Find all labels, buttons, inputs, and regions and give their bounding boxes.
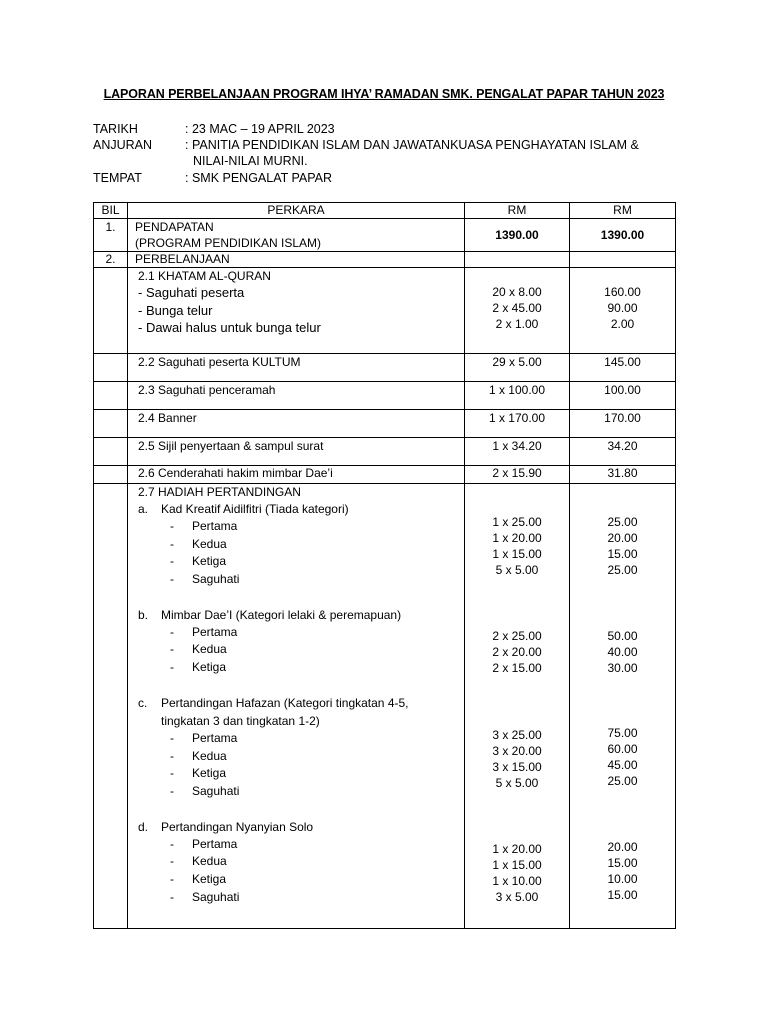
perkara-cell: 2.3 Saguhati penceramah [128, 382, 465, 410]
hadiah-cell [128, 484, 465, 929]
total-value: 2.00 [610, 317, 635, 331]
table-header-row [94, 203, 676, 219]
total-value: 75.00 [607, 726, 638, 740]
list-item: - Ketiga [170, 766, 227, 781]
calc-value: 1 x 20.00 [492, 842, 542, 856]
total-value: 15.00 [607, 888, 638, 902]
calc-value: 3 x 15.00 [492, 760, 542, 774]
total-value: 15.00 [607, 856, 638, 870]
list-item: - Saguhati [170, 572, 240, 587]
calc-value: 2 x 1.00 [495, 317, 539, 331]
calc-value: 2 x 20.00 [492, 645, 542, 659]
section-letter: c. [138, 695, 148, 710]
bil-cell: 2. [94, 252, 128, 268]
list-item: - Ketiga [170, 871, 227, 886]
total-value: 30.00 [607, 661, 638, 675]
header-perkara: PERKARA [128, 203, 465, 219]
calc-cell: 2 x 15.90 [465, 466, 570, 484]
calc-value: 1 x 15.00 [492, 858, 542, 872]
report-title: LAPORAN PERBELANJAAN PROGRAM IHYA’ RAMADAN SMK. PENGALAT PAPAR TAHUN 2023 [103, 87, 665, 101]
total-value: 25.00 [607, 515, 638, 529]
tempat-label: TEMPAT [93, 171, 142, 185]
hadiah-heading: 2.7 HADIAH PERTANDINGAN [138, 485, 301, 499]
hadiah-calc-cell [465, 484, 570, 929]
calc-value: 3 x 5.00 [495, 890, 539, 904]
total-value: 20.00 [607, 531, 638, 545]
calc-value: 1 x 25.00 [492, 515, 542, 529]
section-d-title [138, 818, 464, 836]
total-value: 160.00 [604, 285, 641, 299]
khatam-total-cell [570, 268, 676, 354]
calc-value: 20 x 8.00 [492, 285, 542, 299]
expense-row-kultum [94, 354, 676, 382]
section-c-title [138, 694, 464, 712]
tarikh-label: TARIKH [93, 122, 138, 136]
anjuran-value-line1: : PANITIA PENDIDIKAN ISLAM DAN JAWATANKUASA PENGHAYATAN ISLAM & [185, 138, 639, 152]
total-value: 40.00 [607, 645, 638, 659]
list-item: - Kedua [170, 642, 227, 657]
calc-value: 5 x 5.00 [495, 776, 539, 790]
calc-value: 1 x 20.00 [492, 531, 542, 545]
section-letter: d. [138, 819, 149, 834]
perkara-cell: PERBELANJAAN [128, 252, 465, 268]
header-bil: BIL [94, 203, 128, 219]
total-cell: 31.80 [570, 466, 676, 484]
khatam-cell [128, 268, 465, 354]
list-item: - Kedua [170, 748, 227, 763]
calc-value: 3 x 25.00 [492, 728, 542, 742]
list-item: - Pertama [170, 730, 238, 745]
list-item: - Pertama [170, 624, 238, 639]
calc-cell: 1 x 100.00 [465, 382, 570, 410]
perkara-cell: 2.4 Banner [128, 410, 465, 438]
khatam-item: - Saguhati peserta [138, 285, 245, 300]
expense-row-banner [94, 410, 676, 438]
hadiah-row [94, 484, 676, 929]
tempat-value: : SMK PENGALAT PAPAR [185, 171, 333, 185]
list-item: - Ketiga [170, 660, 227, 675]
section-letter: a. [138, 502, 149, 516]
total-cell: 34.20 [570, 438, 676, 466]
list-item: - Kedua [170, 854, 227, 869]
list-item: - Ketiga [170, 554, 227, 569]
section-title: Mimbar Dae’I (Kategori lelaki & peremapuan) [161, 607, 402, 622]
calc-value: 1 x 15.00 [492, 547, 542, 561]
total-value: 25.00 [607, 563, 638, 577]
header-rm-2: RM [570, 203, 676, 219]
khatam-calc-cell [465, 268, 570, 354]
rm-total-cell: 1390.00 [570, 219, 676, 252]
khatam-heading: 2.1 KHATAM AL-QURAN [138, 269, 271, 283]
khatam-row [94, 268, 676, 354]
anjuran-label: ANJURAN [93, 138, 153, 152]
perbelanjaan-row [94, 252, 676, 268]
tarikh-value: : 23 MAC – 19 APRIL 2023 [185, 122, 335, 136]
expense-row-penceramah [94, 382, 676, 410]
calc-value: 3 x 20.00 [492, 744, 542, 758]
total-cell: 145.00 [570, 354, 676, 382]
anjuran-value-line2: NILAI-NILAI MURNI. [193, 154, 308, 168]
total-value: 10.00 [607, 872, 638, 886]
calc-value: 5 x 5.00 [495, 563, 539, 577]
section-title: Kad Kreatif Aidilfitri (Tiada kategori) [161, 502, 349, 516]
hadiah-total-cell [570, 484, 676, 929]
total-value: 90.00 [607, 301, 638, 315]
list-item: - Saguhati [170, 783, 240, 798]
pendapatan-line2: (PROGRAM PENDIDIKAN ISLAM) [135, 236, 322, 250]
khatam-item: - Dawai halus untuk bunga telur [138, 320, 321, 335]
expense-row-sijil [94, 438, 676, 466]
total-cell: 170.00 [570, 410, 676, 438]
calc-value: 1 x 10.00 [492, 874, 542, 888]
calc-cell: 1 x 34.20 [465, 438, 570, 466]
khatam-item: - Bunga telur [138, 302, 213, 318]
bil-cell: 1. [94, 219, 128, 252]
list-item: - Pertama [170, 519, 238, 533]
calc-value: 2 x 25.00 [492, 629, 542, 643]
section-c-title-cont: tingkatan 3 dan tingkatan 1-2) [161, 713, 320, 728]
total-value: 20.00 [607, 840, 638, 854]
expense-row-cenderahati [94, 466, 676, 484]
perkara-cell: 2.6 Cenderahati hakim mimbar Dae’i [128, 466, 465, 484]
expense-table [93, 202, 676, 929]
section-b-title [138, 606, 464, 624]
total-cell: 100.00 [570, 382, 676, 410]
list-item: - Pertama [170, 836, 238, 851]
total-value: 60.00 [607, 742, 638, 756]
calc-cell: 1 x 170.00 [465, 410, 570, 438]
total-value: 45.00 [607, 758, 638, 772]
section-a-title [138, 500, 464, 518]
list-item: - Saguhati [170, 889, 240, 904]
section-letter: b. [138, 607, 149, 622]
calc-value: 2 x 15.00 [492, 661, 542, 675]
section-title: Pertandingan Hafazan (Kategori tingkatan 4-5, [161, 695, 409, 710]
perkara-cell: 2.5 Sijil penyertaan & sampul surat [128, 438, 465, 466]
total-value: 50.00 [607, 629, 638, 643]
perkara-cell [128, 219, 465, 252]
section-title: Pertandingan Nyanyian Solo [161, 819, 314, 834]
pendapatan-line1: PENDAPATAN [135, 220, 214, 234]
pendapatan-row [94, 219, 676, 252]
header-rm-1: RM [465, 203, 570, 219]
calc-value: 2 x 45.00 [492, 301, 542, 315]
total-value: 15.00 [607, 547, 638, 561]
total-value: 25.00 [607, 774, 638, 788]
calc-cell: 29 x 5.00 [465, 354, 570, 382]
perkara-cell: 2.2 Saguhati peserta KULTUM [128, 354, 465, 382]
list-item: - Kedua [170, 536, 227, 551]
rm-cell: 1390.00 [465, 219, 570, 252]
